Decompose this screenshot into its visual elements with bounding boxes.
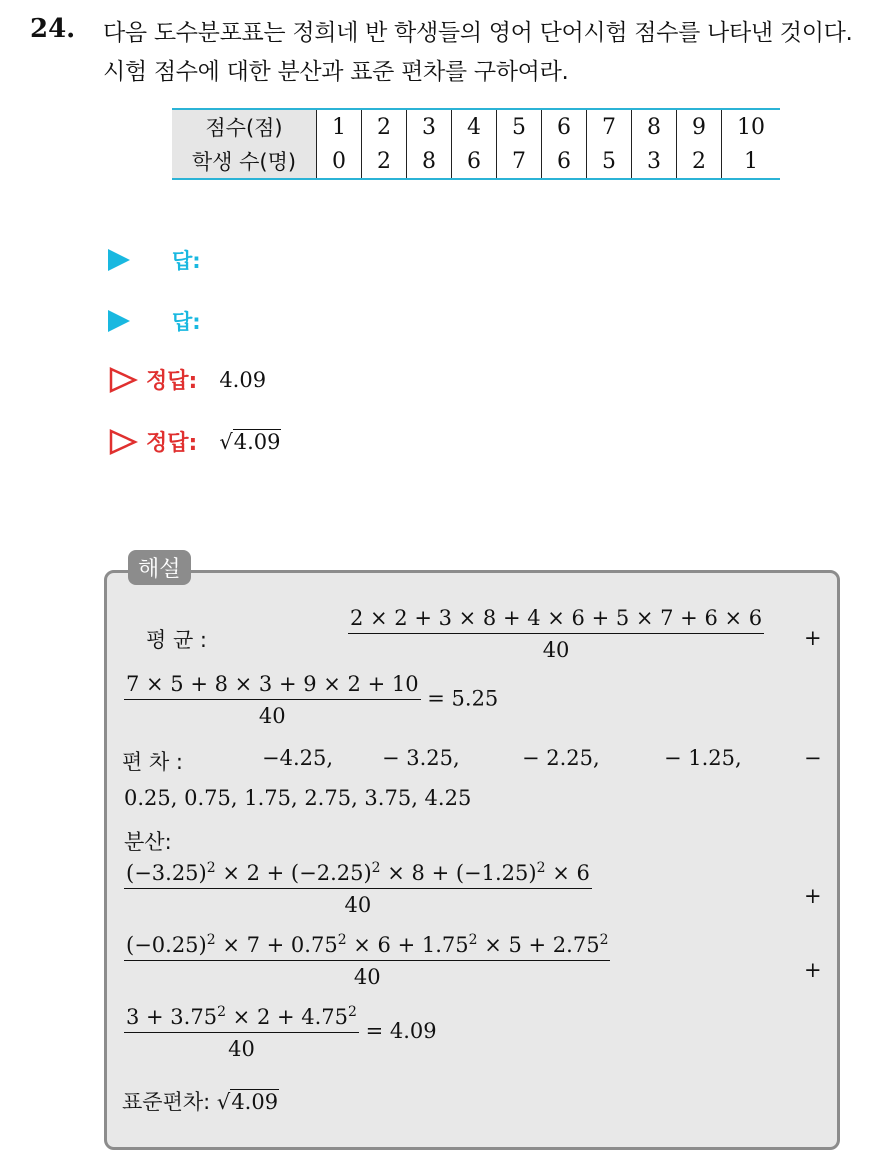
outline-arrow-icon bbox=[108, 429, 138, 455]
sqrt-sign: √ bbox=[219, 429, 233, 454]
deviation-value: −4.25, bbox=[262, 746, 334, 770]
mean-label: 평 균 : bbox=[146, 628, 207, 652]
table-cell: 0 bbox=[317, 144, 362, 179]
play-arrow-icon bbox=[108, 310, 130, 332]
table-cell: 2 bbox=[677, 144, 722, 179]
table-cell: 6 bbox=[542, 144, 587, 179]
table-cell: 5 bbox=[587, 144, 632, 179]
solution-tab: 해설 bbox=[128, 550, 191, 585]
answer-row-1 bbox=[108, 245, 201, 275]
answer-label: 답: bbox=[172, 310, 201, 334]
deviation-line-2: 0.25, 0.75, 1.75, 2.75, 3.75, 4.25 bbox=[124, 786, 472, 810]
plus-sign: + bbox=[804, 958, 822, 982]
table-cell: 8 bbox=[632, 109, 677, 144]
plus-sign: + bbox=[804, 626, 822, 650]
fraction-denominator: 40 bbox=[542, 638, 570, 662]
deviation-value: − 3.25, bbox=[382, 746, 460, 770]
fraction-numerator: 7 × 5 + 8 × 3 + 9 × 2 + 10 bbox=[124, 672, 421, 700]
variance-result: = 4.09 bbox=[365, 1019, 437, 1043]
variance-fraction-1 bbox=[124, 860, 592, 917]
table-cell: 8 bbox=[407, 144, 452, 179]
table-row-counts bbox=[172, 144, 780, 179]
fraction-numerator: $3 + 3.75^2 \times 2 + 4.75^2$ bbox=[124, 1004, 359, 1033]
table-cell: 2 bbox=[362, 109, 407, 144]
key-value-variance: 4.09 bbox=[219, 367, 267, 392]
variance-fraction-3 bbox=[124, 1004, 437, 1061]
question-text: 다음 도수분포표는 정희네 반 학생들의 영어 단어시험 점수를 나타낸 것이다. 시험 점수에 대한 분산과 표준 편차를 구하여라. bbox=[103, 20, 853, 85]
variance-label: 분산: bbox=[124, 830, 172, 854]
table-cell: 7 bbox=[587, 109, 632, 144]
mean-result: = 5.25 bbox=[427, 686, 499, 711]
radicand: 4.09 bbox=[233, 429, 281, 454]
std-dev-label: 표준편차: bbox=[122, 1090, 211, 1114]
table-cell: 1 bbox=[317, 109, 362, 144]
key-row-1 bbox=[108, 364, 266, 395]
table-cell: 6 bbox=[452, 144, 497, 179]
deviation-value: − bbox=[804, 746, 822, 770]
table-cell: 6 bbox=[542, 109, 587, 144]
std-dev-line bbox=[122, 1086, 279, 1116]
outline-arrow-icon bbox=[108, 367, 138, 393]
std-dev-value bbox=[217, 1090, 279, 1114]
frequency-table bbox=[172, 108, 780, 180]
fraction-numerator: $(-0.25)^2 \times 7 + 0.75^2 \times 6 + 1.75^2 \times 5 + 2.75^2$ bbox=[124, 932, 610, 961]
fraction-denominator: 40 bbox=[258, 704, 286, 728]
table-cell: 3 bbox=[407, 109, 452, 144]
deviation-value: − 2.25, bbox=[522, 746, 600, 770]
fraction-numerator: 2 × 2 + 3 × 8 + 4 × 6 + 5 × 7 + 6 × 6 bbox=[348, 606, 764, 634]
play-arrow-icon bbox=[108, 249, 130, 271]
fraction-denominator: 40 bbox=[353, 965, 381, 989]
mean-fraction-1 bbox=[348, 606, 764, 662]
table-header-score: 점수(점) bbox=[172, 109, 317, 144]
fraction-denominator: 40 bbox=[228, 1037, 255, 1061]
variance-fraction-2 bbox=[124, 932, 610, 989]
key-label: 정답: bbox=[146, 431, 198, 456]
radicand: 4.09 bbox=[231, 1090, 279, 1114]
mean-fraction-2 bbox=[124, 672, 498, 728]
plus-sign: + bbox=[804, 884, 822, 908]
question-number: 24. bbox=[30, 14, 76, 44]
table-cell: 3 bbox=[632, 144, 677, 179]
table-cell: 2 bbox=[362, 144, 407, 179]
deviation-value: − 1.25, bbox=[664, 746, 742, 770]
key-label: 정답: bbox=[146, 369, 198, 394]
table-cell: 1 bbox=[722, 144, 781, 179]
answer-row-2 bbox=[108, 306, 201, 336]
key-value-std-dev bbox=[219, 430, 281, 454]
table-row-scores bbox=[172, 109, 780, 144]
deviation-label: 편 차 : bbox=[122, 750, 183, 774]
fraction-numerator: $(-3.25)^2 \times 2 + (-2.25)^2 \times 8 + (-1.25)^2 \times 6$ bbox=[124, 860, 592, 889]
table-cell: 5 bbox=[497, 109, 542, 144]
answer-label: 답: bbox=[172, 249, 201, 273]
table-cell: 10 bbox=[722, 109, 781, 144]
fraction-denominator: 40 bbox=[344, 893, 372, 917]
table-cell: 7 bbox=[497, 144, 542, 179]
table-cell: 9 bbox=[677, 109, 722, 144]
key-row-2 bbox=[108, 426, 281, 457]
table-cell: 4 bbox=[452, 109, 497, 144]
sqrt-sign: √ bbox=[216, 1090, 231, 1114]
table-header-students: 학생 수(명) bbox=[172, 144, 317, 179]
